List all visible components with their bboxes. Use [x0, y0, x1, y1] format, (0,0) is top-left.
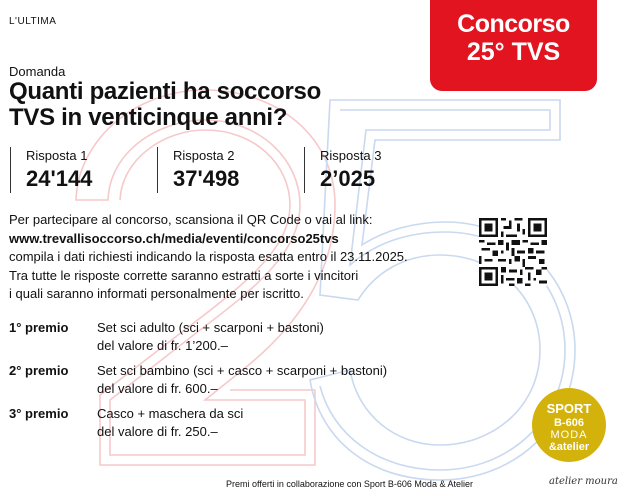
prize-description-3: [97, 405, 243, 441]
info-line: Per partecipare al concorso, scansiona il QR Code o vai al link:: [9, 212, 373, 227]
prize-item: Set sci adulto (sci + scarponi + bastoni): [97, 320, 324, 335]
prize-rank-3: 3° premio: [9, 406, 69, 421]
qr-code-icon[interactable]: [479, 218, 547, 286]
section-tag: L'ULTIMA: [9, 16, 57, 27]
answer-value: 37'498: [173, 166, 240, 191]
info-line: compila i dati richiesti indicando la risposta esatta entro il 23.11.2025.: [9, 249, 408, 264]
badge-title: Concorso: [457, 10, 570, 38]
prize-value: del valore di fr. 1’200.–: [97, 338, 228, 353]
prize-value: del valore di fr. 600.–: [97, 381, 218, 396]
answer-option-3: [304, 147, 381, 193]
prize-description-1: [97, 319, 324, 355]
answer-label: Risposta 1: [26, 148, 88, 163]
badge-subtitle: 25° TVS: [466, 38, 561, 66]
prize-value: del valore di fr. 250.–: [97, 424, 218, 439]
answer-label: Risposta 2: [173, 148, 235, 163]
prize-rank-2: 2° premio: [9, 363, 69, 378]
prize-item: Set sci bambino (sci + casco + scarponi + bastoni): [97, 363, 388, 378]
info-line: Tra tutte le risposte corrette saranno estratti a sorte i vincitori: [9, 267, 359, 283]
participation-info: [9, 211, 429, 304]
contest-link[interactable]: www.trevallisoccorso.ch/media/eventi/concorso25tvs: [9, 230, 339, 246]
answer-value: 2’025: [320, 166, 376, 191]
answer-value: 24'144: [26, 166, 93, 191]
sponsor-logo-line1: SPORT: [546, 401, 592, 416]
answer-option-2: [157, 147, 239, 193]
question-title: [9, 79, 389, 131]
question-title-line1: Quanti pazienti ha soccorso: [9, 78, 321, 105]
answer-label: Risposta 3: [320, 148, 382, 163]
prize-description-2: [97, 362, 387, 398]
sponsor-logo-line2: B-606: [554, 417, 584, 429]
contest-badge: [430, 0, 597, 91]
footer-note: Premi offerti in collaborazione con Sport B-606 Moda & Atelier: [226, 479, 473, 489]
answer-option-1: [10, 147, 92, 193]
sponsor-logo: [532, 388, 606, 462]
question-title-line2: TVS in venticinque anni?: [9, 104, 288, 131]
sponsor-signature: atelier moura: [549, 476, 618, 487]
prize-item: Casco + maschera da sci: [97, 406, 244, 421]
question-label: Domanda: [9, 64, 66, 79]
info-line: i quali saranno informati personalmente per iscritto.: [9, 286, 304, 301]
prize-rank-1: 1° premio: [9, 320, 69, 335]
sponsor-logo-line3: MODA: [550, 429, 588, 441]
sponsor-logo-line4: &atelier: [548, 441, 590, 453]
